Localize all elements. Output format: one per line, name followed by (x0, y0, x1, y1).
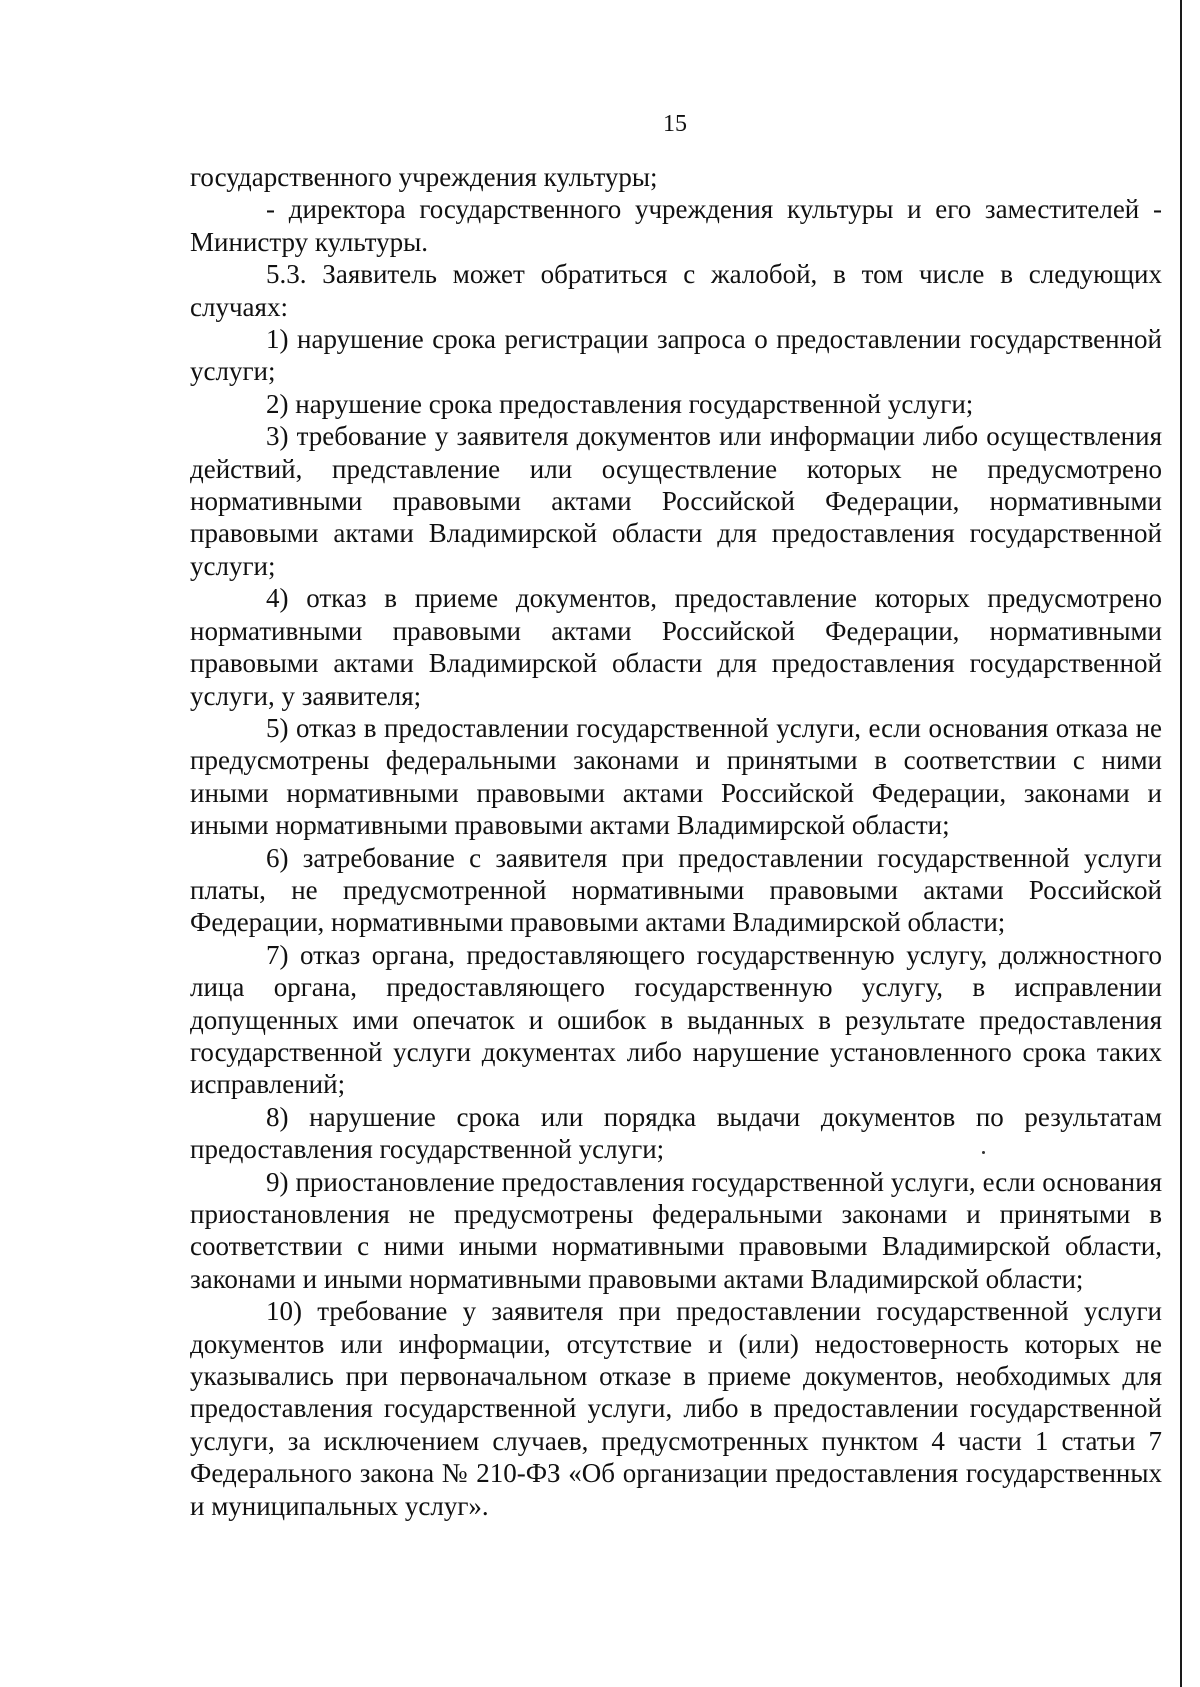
list-item-3: 3) требование у заявителя документов или информации либо осуществления действий, представление или осуществление которых не предусмотрено нормативными правовыми актами Российской Федерации, нормативными правовыми актами Владимирской области для предоставления государственной услуги; (190, 421, 1162, 581)
page-number: 15 (663, 111, 687, 137)
list-item-6: 6) затребование с заявителя при предоставлении государственной услуги платы, не предусмотренной нормативными правовыми актами Российской Федерации, нормативными правовыми актами Владимирской области; (190, 842, 1162, 938)
scan-edge-line (1180, 0, 1182, 1687)
paragraph-continuation: государственного учреждения культуры; (190, 162, 658, 192)
list-item-2: 2) нарушение срока предоставления государственной услуги; (266, 388, 974, 419)
list-item-10: 10) требование у заявителя при предоставлении государственной услуги документов или информации, отсутствие и (или) недостоверность которых не указывались при первоначальном отказе в приеме документов, необходимых для предоставления государственной услуги, либо в предоставлении государственной услуги, за исключением случаев, предусмотренных пунктом 4 части 1 статьи 7 Федерального закона № 210-ФЗ «Об организации предоставления государственных и муниципальных услуг». (190, 1296, 1162, 1521)
paragraph-director: - директора государственного учреждения культуры и его заместителей - Министру культуры. (190, 194, 1162, 257)
list-item-7: 7) отказ органа, предоставляющего государственную услугу, должностного лица органа, предоставляющего государственную услугу, в исправлении допущенных ими опечаток и ошибок в выданных в результате предоставления государственной услуги документах либо нарушение установленного срока таких исправлений; (190, 939, 1162, 1100)
list-item-1: 1) нарушение срока регистрации запроса о предоставлении государственной услуги; (190, 324, 1162, 387)
document-body (190, 161, 1162, 1522)
list-item-4: 4) отказ в приеме документов, предоставление которых предусмотрено нормативными правовыми актами Российской Федерации, нормативными правовыми актами Владимирской области для предоставления государственной услуги, у заявителя; (190, 583, 1162, 711)
list-item-8: 8) нарушение срока или порядка выдачи документов по результатам предоставления государственной услуги; (190, 1101, 1162, 1165)
scan-speck (982, 1151, 985, 1154)
list-item-9: 9) приостановление предоставления государственной услуги, если основания приостановления не предусмотрены федеральными законами и принятыми в соответствии с ними иными нормативными правовыми Владимирской области, законами и иными нормативными правовыми актами Владимирской области; (190, 1166, 1162, 1294)
list-item-5: 5) отказ в предоставлении государственной услуги, если основания отказа не предусмотрены федеральными законами и принятыми в соответствии с ними иными нормативными правовыми актами Российской Федерации, законами и иными нормативными правовыми актами Владимирской области; (190, 712, 1162, 841)
paragraph-5-3: 5.3. Заявитель может обратиться с жалобой, в том числе в следующих случаях: (190, 259, 1162, 322)
